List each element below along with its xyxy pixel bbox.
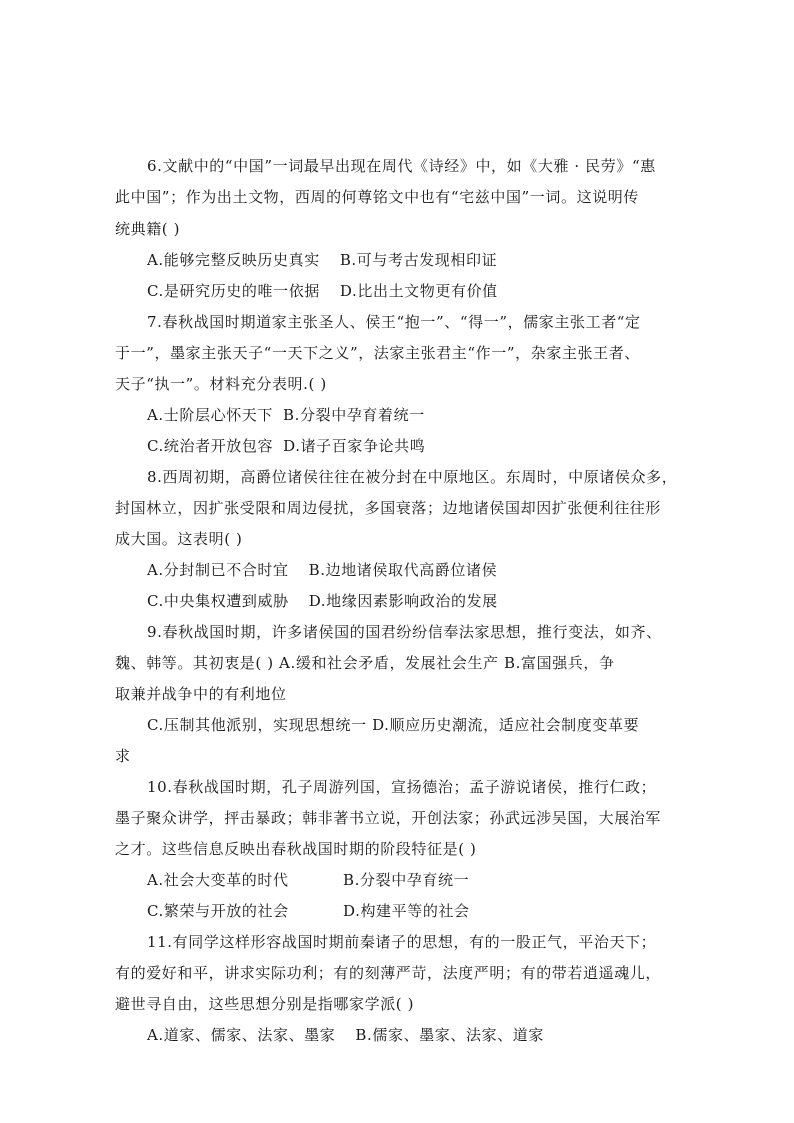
q11-line-2: 有的爱好和平，讲求实际功利；有的刻薄严苛，法度严明；有的带若逍遥魂儿，: [115, 964, 662, 982]
q11-option-a: A.道家、儒家、法家、墨家: [147, 1026, 336, 1044]
q11-option-b: B.儒家、墨家、法家、道家: [355, 1026, 544, 1044]
q8-options-row-1: [147, 560, 717, 580]
q10-options-row-2: [147, 901, 717, 921]
q7-option-a: A.士阶层心怀天下: [147, 406, 274, 424]
q8-line-3: 成大国。这表明( ): [115, 530, 243, 548]
q9-options-line-2: 求: [115, 747, 131, 765]
q11-options-row-1: [147, 1025, 717, 1045]
q6-option-b: B.可与考古发现相印证: [339, 251, 498, 269]
q8-line-1: 8.西周初期，高爵位诸侯往往在被分封在中原地区。东周时，中原诸侯众多，: [147, 468, 678, 486]
q8-option-b: B.边地诸侯取代高爵位诸侯: [308, 561, 498, 579]
q7-line-1: 7.春秋战国时期道家主张圣人、侯王“抱一”、“得一”，儒家主张工者“定: [147, 313, 641, 331]
q10-option-b: B.分裂中孕育统一: [343, 871, 470, 889]
q7-options-row-2: [147, 436, 717, 456]
q6-options-row-2: [147, 281, 717, 301]
q8-line-2: 封国林立，因扩张受限和周边侵扰，多国衰落；边地诸侯国却因扩张便利往往形: [115, 499, 662, 517]
q10-option-d: D.构建平等的社会: [343, 902, 470, 920]
q6-line-2: 此中国”；作为出土文物，西周的何尊铭文中也有“宅兹中国”一词。这说明传: [115, 188, 640, 206]
q6-option-c: C.是研究历史的唯一依据: [147, 282, 320, 300]
q7-options-row-1: [147, 405, 717, 425]
q10-option-a: A.社会大变革的时代: [147, 871, 289, 889]
q6-option-d: D.比出土文物更有价值: [339, 282, 498, 300]
q9-options-line-1: C.压制其他派别，实现思想统一 D.顺应历史潮流，适应社会制度变革要: [147, 716, 640, 734]
q10-line-1: 10.春秋战国时期，孔子周游列国，宣扬德治；孟子游说诸侯，推行仁政；: [147, 778, 657, 796]
q9-line-2: 魏、韩等。其初衷是( ) A.缓和社会矛盾，发展社会生产 B.富国强兵，争: [115, 654, 615, 672]
q7-option-c: C.统治者开放包容: [147, 437, 274, 455]
q8-option-d: D.地缘因素影响政治的发展: [308, 592, 498, 610]
q11-line-3: 避世寻自由，这些思想分别是指哪家学派( ): [115, 995, 415, 1013]
q8-option-c: C.中央集权遭到威胁: [147, 592, 289, 610]
q8-options-row-2: [147, 591, 717, 611]
q10-line-3: 之才。这些信息反映出春秋战国时期的阶段特征是( ): [115, 840, 477, 858]
q8-option-a: A.分封制已不合时宜: [147, 561, 289, 579]
q9-line-3: 取兼并战争中的有利地位: [115, 685, 287, 703]
q10-options-row-1: [147, 870, 717, 890]
q6-option-a: A.能够完整反映历史真实: [147, 251, 320, 269]
q6-line-3: 统典籍( ): [115, 220, 181, 238]
q9-line-1: 9.春秋战国时期，许多诸侯国的国君纷纷信奉法家思想，推行变法，如齐、: [147, 623, 662, 641]
q7-option-d: D.诸子百家争论共鸣: [283, 437, 426, 455]
q6-options-row-1: [147, 250, 717, 270]
q7-line-3: 天子“执一”。材料充分表明.( ): [115, 375, 327, 393]
q10-option-c: C.繁荣与开放的社会: [147, 902, 289, 920]
q11-line-1: 11.有同学这样形容战国时期前秦诸子的思想，有的一股正气，平治天下；: [147, 933, 657, 951]
q6-line-1: 6.文献中的“中国”一词最早出现在周代《诗经》中，如《大雅 · 民劳》“惠: [147, 157, 656, 175]
q10-line-2: 墨子聚众讲学，抨击暴政；韩非著书立说，开创法家；孙武远涉吴国，大展治军: [115, 809, 662, 827]
q7-line-2: 于一”，墨家主张天子“一天下之义”，法家主张君主“作一”，杂家主张王者、: [115, 344, 640, 362]
q7-option-b: B.分裂中孕育着统一: [283, 406, 425, 424]
